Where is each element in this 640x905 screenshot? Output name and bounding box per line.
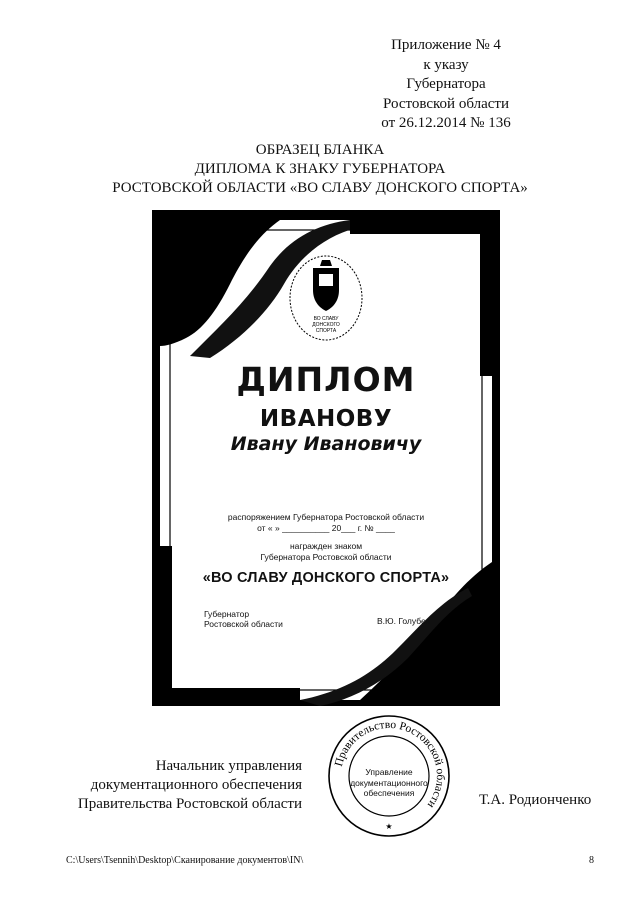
governor-title (204, 609, 283, 629)
title-line: ОБРАЗЕЦ БЛАНКА (255, 142, 385, 158)
governor-line: Губернатор (204, 609, 250, 619)
recipient-given-names: Ивану Ивановичу (230, 433, 422, 455)
seal-inner-line: документационного (350, 777, 428, 788)
emblem-text-3: СПОРТА (315, 328, 337, 334)
ribbon-top-right (350, 220, 492, 234)
official-seal (326, 713, 452, 839)
order-reference (150, 512, 502, 534)
seal-inner-line: Управление (365, 767, 413, 777)
diploma-frame (150, 206, 502, 706)
emblem-text-2: ДОНСКОГО (312, 322, 340, 328)
governor-line: Ростовской области (204, 619, 283, 629)
approval-line: Начальник управления (155, 758, 302, 774)
signer-name: Т.А. Родионченко (479, 792, 592, 808)
badge-name: «ВО СЛАВУ ДОНСКОГО СПОРТА» (202, 570, 450, 586)
awarded-line: награжден знаком (289, 541, 363, 551)
footer-file-path: C:\Users\Tsennih\Desktop\Сканирование документов\IN\ (66, 855, 304, 866)
order-date-line: от « » __________ 20___ г. № ____ (257, 523, 395, 533)
footer-page-number: 8 (589, 855, 594, 866)
approval-line: документационного обеспечения (90, 777, 302, 793)
seal-star-icon: ★ (385, 822, 393, 831)
seal-inner-line: обеспечения (363, 788, 415, 798)
appendix-line: Губернатора (406, 76, 486, 92)
seal-inner-text (350, 767, 428, 799)
governor-signatory: В.Ю. Голубев (377, 616, 431, 626)
diploma-heading: ДИПЛОМ (236, 360, 416, 399)
seal-ring-text: Правительство Ростовской области (333, 718, 447, 811)
appendix-line: Ростовской области (383, 95, 509, 112)
appendix-line: от 26.12.2014 № 136 (381, 115, 511, 131)
order-line: распоряжением Губернатора Ростовской области (227, 512, 425, 522)
diploma-sample (150, 206, 502, 706)
title-line: ДИПЛОМА К ЗНАКУ ГУБЕРНАТОРА (194, 161, 446, 177)
appendix-line: Приложение № 4 (391, 37, 501, 53)
appendix-line: к указу (423, 56, 469, 73)
emblem-crown (320, 260, 332, 266)
approval-line: Правительства Ростовской области (77, 796, 302, 812)
document-title (0, 141, 640, 198)
awarded-statement (150, 541, 502, 563)
emblem-text-1: ВО СЛАВУ (313, 316, 339, 322)
awarded-line: Губернатора Ростовской области (260, 552, 392, 562)
title-line: РОСТОВСКОЙ ОБЛАСТИ «ВО СЛАВУ ДОНСКОГО СПОРТА» (112, 180, 528, 196)
approval-block (62, 757, 302, 814)
appendix-reference (326, 36, 566, 134)
recipient-surname: ИВАНОВУ (259, 406, 393, 432)
